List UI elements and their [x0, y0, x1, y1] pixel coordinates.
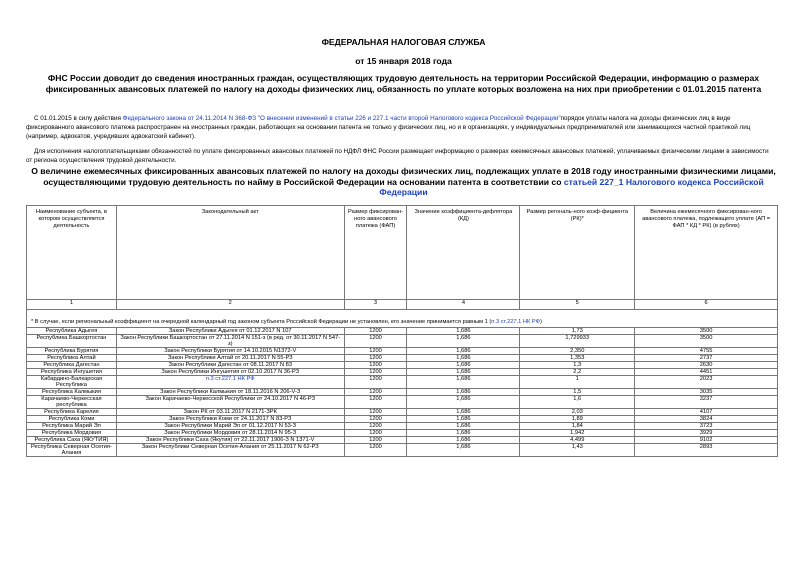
rk-cell: 1,89: [520, 416, 635, 423]
rk-cell: 1,353: [520, 355, 635, 362]
fap-cell: 1200: [344, 355, 407, 362]
fap-cell: 1200: [344, 396, 407, 409]
table-row: [27, 416, 778, 423]
table-row: [27, 328, 778, 335]
document-date: от 15 января 2018 года: [355, 56, 452, 66]
rk-cell: 1: [520, 376, 635, 389]
region-cell: Карачаево-Черкесская республика: [27, 396, 117, 409]
ap-cell: 9102: [635, 437, 778, 444]
region-cell: Республика Дагестан: [27, 362, 117, 369]
act-cell: Закон Республики Мордовия от 28.11.2014 N 95-З: [116, 430, 344, 437]
ap-cell: 3237: [635, 396, 778, 409]
fap-cell: 1200: [344, 348, 407, 355]
intro-paragraph: С 01.01.2015 в силу действия Федерального закона от 24.11.2014 N 368-ФЗ "О внесении изменений в статьи 226 и 227.1 части второй Налогового кодекса Российской Федерации"порядок уплаты налога на доходы физических лиц в виде фиксированного авансового платежа распространен на иностранных граждан, работающих на основании патента не только у физических лиц, но и в организациях, у индивидуальных предпринимателей или занимающихся частной практикой лиц (например, адвокатов, учредивших адвокатский кабинет).: [26, 115, 751, 140]
table-title: О величине ежемесячных фиксированных авансовых платежей по налогу на доходы физических лиц, подлежащих уплате в 2018 году иностранными физическими лицами, осуществляющими трудовую деятельность по найму в Российской Федерации на основании патента в соответствии со статьей 227_1 Налогового кодекса Российской Федерации: [31, 166, 776, 198]
kd-cell: 1,686: [407, 409, 520, 416]
fap-cell: 1200: [344, 376, 407, 389]
spacer-row: [27, 310, 778, 319]
rk-cell: 1,942: [520, 430, 635, 437]
ap-cell: 2737: [635, 355, 778, 362]
act-cell: Закон Республики Коми от 24.11.2017 N 83-РЗ: [116, 416, 344, 423]
region-cell: Республика Калмыкия: [27, 389, 117, 396]
agency-title: ФЕДЕРАЛЬНАЯ НАЛОГОВАЯ СЛУЖБА: [321, 37, 486, 47]
fap-cell: 1200: [344, 369, 407, 376]
ap-cell: 2023: [635, 376, 778, 389]
kd-cell: 1,686: [407, 437, 520, 444]
region-cell: Республика Саха (ЯКУТИЯ): [27, 437, 117, 444]
ap-cell: 4755: [635, 348, 778, 355]
col-header-act: Законодательный акт: [116, 206, 344, 300]
rk-cell: 1,43: [520, 444, 635, 457]
ap-cell: 3929: [635, 430, 778, 437]
rk-cell: 1,5: [520, 389, 635, 396]
ap-cell: 4107: [635, 409, 778, 416]
info-paragraph: Для исполнения налогоплательщиками обязанностей по уплате фиксированных авансовых платежей по НДФЛ ФНС России размещает информацию о размерах ежемесячных авансовых платежей, уплачиваемых физическими лицами в зависимости от региона осуществления трудовой деятельности.: [26, 148, 769, 164]
table-header-row: [27, 206, 778, 300]
rk-cell: 4,499: [520, 437, 635, 444]
rk-cell: 2,2: [520, 369, 635, 376]
act-cell: Закон Республики Бурятия от 14.10.2015 N1372-V: [116, 348, 344, 355]
region-cell: Республика Алтай: [27, 355, 117, 362]
fap-cell: 1200: [344, 389, 407, 396]
kd-cell: 1,686: [407, 362, 520, 369]
ap-cell: 4451: [635, 369, 778, 376]
region-cell: Республика Ингушетия: [27, 369, 117, 376]
ap-cell: 3500: [635, 335, 778, 348]
footnote-link[interactable]: п.3 ст.227.1 НК РФ: [491, 319, 540, 325]
act-cell: Закон Республики Ингушетия от 02.10.2017 N 36-РЗ: [116, 369, 344, 376]
act-cell: Закон Республики Башкортостан от 27.11.2014 N 151-з (в ред. от 30.11.2017 N 547-з): [116, 335, 344, 348]
rk-cell: 1,73: [520, 328, 635, 335]
rk-cell: 1,84: [520, 423, 635, 430]
rk-cell: 2,350: [520, 348, 635, 355]
table-row: [27, 437, 778, 444]
act-cell: Закон Республики Калмыкия от 18.11.2016 N 206-V-З: [116, 389, 344, 396]
fap-cell: 1200: [344, 430, 407, 437]
tax-code-article-link[interactable]: статьей 227_1 Налогового кодекса Российской Федерации: [379, 176, 764, 198]
col-header-ap: Величина ежемесячного фиксирован-ного авансового платежа, подлежащего уплате (АП = ФАП * КД * РК) (в рублях): [635, 206, 778, 300]
kd-cell: 1,686: [407, 355, 520, 362]
region-cell: Кабардино-Балкарская Республика: [27, 376, 117, 389]
ap-cell: 2893: [635, 444, 778, 457]
rk-cell: 1,729933: [520, 335, 635, 348]
col-header-kd: Значение коэффициента-дефлятора (КД): [407, 206, 520, 300]
region-cell: Республика Коми: [27, 416, 117, 423]
act-cell: [116, 376, 344, 389]
fap-cell: 1200: [344, 328, 407, 335]
kd-cell: 1,686: [407, 423, 520, 430]
table-row: [27, 444, 778, 457]
act-cell: Закон Республики Саха (Якутия) от 22.11.2017 1906-З N 1371-V: [116, 437, 344, 444]
act-cell: Закон РК от 03.11.2017 N 2171-ЗРК: [116, 409, 344, 416]
table-row: [27, 335, 778, 348]
fap-cell: 1200: [344, 362, 407, 369]
act-link[interactable]: п.3 ст.227.1 НК РФ: [205, 376, 255, 382]
kd-cell: 1,686: [407, 416, 520, 423]
kd-cell: 1,686: [407, 335, 520, 348]
table-row: [27, 389, 778, 396]
kd-cell: 1,686: [407, 328, 520, 335]
announcement-title: ФНС России доводит до сведения иностранных граждан, осуществляющих трудовую деятельность на территории Российской Федерации, информацию о размерах фиксированных авансовых платежей по налогу на доходы физических лиц, обязанность по уплате которых возложена на них при приобретении с 01.01.2015 патента: [45, 73, 762, 94]
fap-cell: 1200: [344, 437, 407, 444]
col-header-fap: Размер фиксирован-ного авансового платежа (ФАП): [344, 206, 407, 300]
kd-cell: 1,686: [407, 348, 520, 355]
table-row: [27, 369, 778, 376]
region-cell: Республика Карелия: [27, 409, 117, 416]
kd-cell: 1,686: [407, 396, 520, 409]
table-row: [27, 409, 778, 416]
table-row: [27, 348, 778, 355]
act-cell: Закон Республики Северная Осетия-Алания от 25.11.2017 N 62-РЗ: [116, 444, 344, 457]
region-cell: Республика Северная Осетия-Алания: [27, 444, 117, 457]
fap-cell: 1200: [344, 409, 407, 416]
act-cell: Закон Республики Алтай от 20.11.2017 N 55-РЗ: [116, 355, 344, 362]
ap-cell: 3500: [635, 328, 778, 335]
ap-cell: 3723: [635, 423, 778, 430]
table-row: [27, 396, 778, 409]
region-cell: Республика Адыгея: [27, 328, 117, 335]
table-row: [27, 423, 778, 430]
region-cell: Республика Марий Эл: [27, 423, 117, 430]
act-cell: Закон Республики Адыгея от 01.12.2017 N 107: [116, 328, 344, 335]
rk-cell: 2,03: [520, 409, 635, 416]
col-header-rk: Размер регональ-ного коэф-фициента (РК)*: [520, 206, 635, 300]
kd-cell: 1,686: [407, 376, 520, 389]
kd-cell: 1,686: [407, 444, 520, 457]
ap-cell: 2630: [635, 362, 778, 369]
table-row: [27, 355, 778, 362]
index-row: 1 2 3 4 5 6: [27, 300, 778, 310]
footnote-row: * В случае, если региональный коэффициент на очередной календарный год законом субъекта Российской Федерации не установлен, его значение принимается равным 1 (п.3 ст.227.1 НК РФ): [27, 318, 778, 328]
region-cell: Республика Мордовия: [27, 430, 117, 437]
col-header-region: Наименование субъекта, в котором осуществляется деятельность: [27, 206, 117, 300]
fap-cell: 1200: [344, 423, 407, 430]
federal-law-link[interactable]: Федерального закона от 24.11.2014 N 368-ФЗ "О внесении изменений в статьи 226 и 227.1 части второй Налогового кодекса Российской Федерации": [122, 115, 561, 122]
kd-cell: 1,686: [407, 389, 520, 396]
fap-cell: 1200: [344, 335, 407, 348]
region-cell: Республика Башкортостан: [27, 335, 117, 348]
ap-cell: 3824: [635, 416, 778, 423]
payments-table: [26, 205, 778, 457]
kd-cell: 1,686: [407, 369, 520, 376]
act-cell: Закон Республики Марий Эл от 01.12.2017 N 53-З: [116, 423, 344, 430]
kd-cell: 1,686: [407, 430, 520, 437]
act-cell: Закон Карачаево-Черкесской Республики от 24.10.2017 N 46-РЗ: [116, 396, 344, 409]
rk-cell: 1,6: [520, 396, 635, 409]
table-row: [27, 430, 778, 437]
region-cell: Республика Бурятия: [27, 348, 117, 355]
fap-cell: 1200: [344, 416, 407, 423]
fap-cell: 1200: [344, 444, 407, 457]
act-cell: Закон Республики Дагестан от 08.11.2017 N 83: [116, 362, 344, 369]
table-row: [27, 362, 778, 369]
ap-cell: 3035: [635, 389, 778, 396]
rk-cell: 1,3: [520, 362, 635, 369]
table-row: [27, 376, 778, 389]
